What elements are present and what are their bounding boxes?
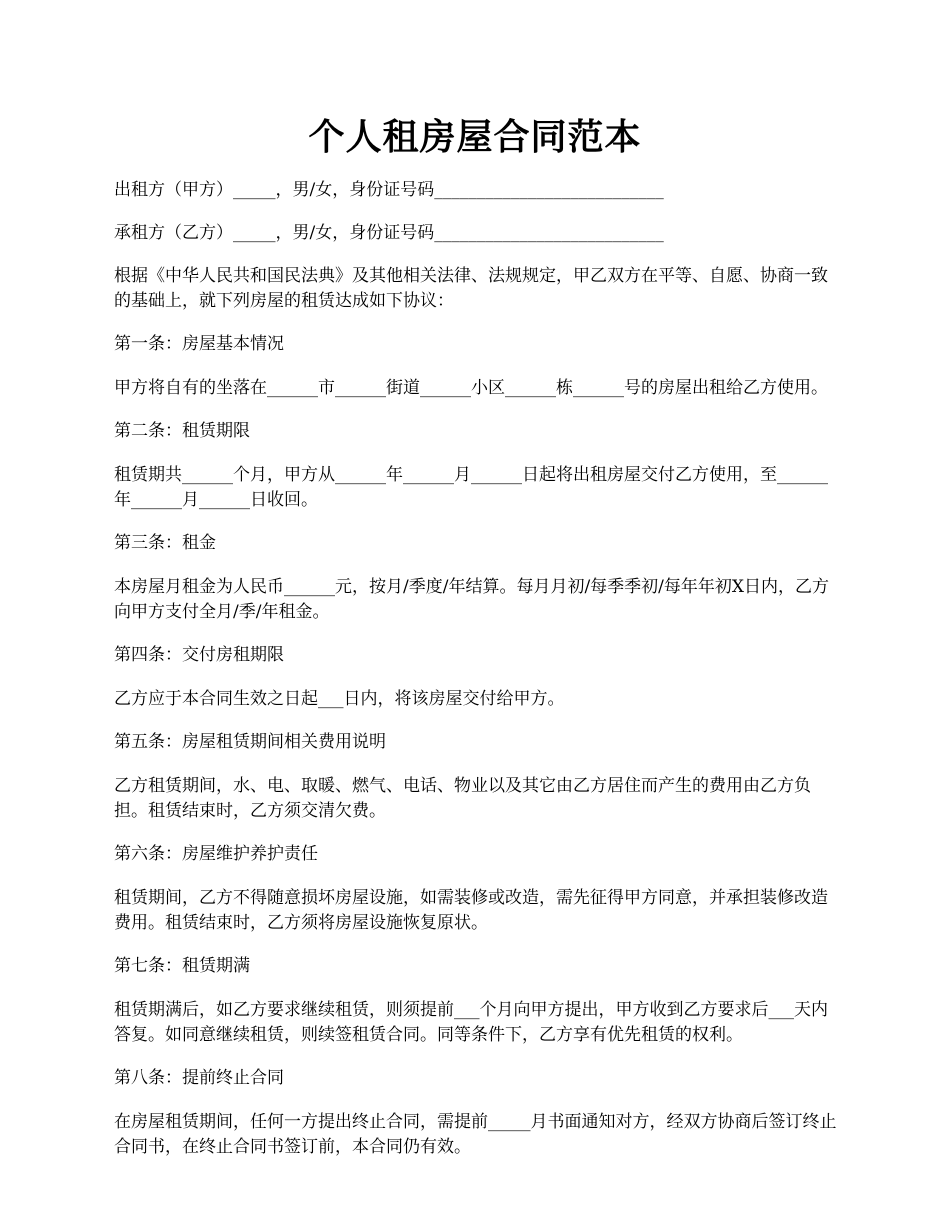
article-5-heading: 第五条：房屋租赁期间相关费用说明 [114,732,386,752]
article-1-body: 甲方将自有的坐落在______市______街道______小区______栋______号的房屋出租给乙方使用。 [114,378,828,398]
article-6-heading: 第六条：房屋维护养护责任 [114,844,318,864]
article-7-body: 租赁期满后，如乙方要求继续租赁，则须提前___个月向甲方提出，甲方收到乙方要求后___天内答复。如同意继续租赁，则续签租赁合同。同等条件下，乙方享有优先租赁的权利。 [114,1000,828,1045]
party-a-line: 出租方（甲方）_____，男/女，身份证号码___________________________ [114,180,664,200]
document-title: 个人租房屋合同范本 [308,116,642,158]
article-3-body: 本房屋月租金为人民币______元，按月/季度/年结算。每月月初/每季季初/每年年初X日内，乙方向甲方支付全月/季/年租金。 [114,577,830,622]
article-5-body: 乙方租赁期间，水、电、取暖、燃气、电话、物业以及其它由乙方居住而产生的费用由乙方负担。租赁结束时，乙方须交清欠费。 [114,776,811,821]
article-1-heading: 第一条：房屋基本情况 [114,334,284,354]
article-7-heading: 第七条：租赁期满 [114,956,250,976]
article-4-heading: 第四条：交付房租期限 [114,645,284,665]
article-4-body: 乙方应于本合同生效之日起___日内，将该房屋交付给甲方。 [114,689,565,709]
party-b-line: 承租方（乙方）_____，男/女，身份证号码___________________________ [114,223,664,243]
article-6-body: 租赁期间，乙方不得随意损坏房屋设施，如需装修或改造，需先征得甲方同意，并承担装修改造费用。租赁结束时，乙方须将房屋设施恢复原状。 [114,888,828,933]
preamble-paragraph: 根据《中华人民共和国民法典》及其他相关法律、法规规定，甲乙双方在平等、自愿、协商一致的基础上，就下列房屋的租赁达成如下协议： [114,266,828,311]
article-3-heading: 第三条：租金 [114,533,216,553]
article-2-body: 租赁期共______个月，甲方从______年______月______日起将出租房屋交付乙方使用，至______年______月______日收回。 [114,465,828,510]
article-8-heading: 第八条：提前终止合同 [114,1068,284,1088]
article-8-body: 在房屋租赁期间，任何一方提出终止合同，需提前_____月书面通知对方，经双方协商后签订终止合同书，在终止合同书签订前，本合同仍有效。 [114,1112,837,1157]
document-body [114,178,842,1178]
article-2-heading: 第二条：租赁期限 [114,421,250,441]
